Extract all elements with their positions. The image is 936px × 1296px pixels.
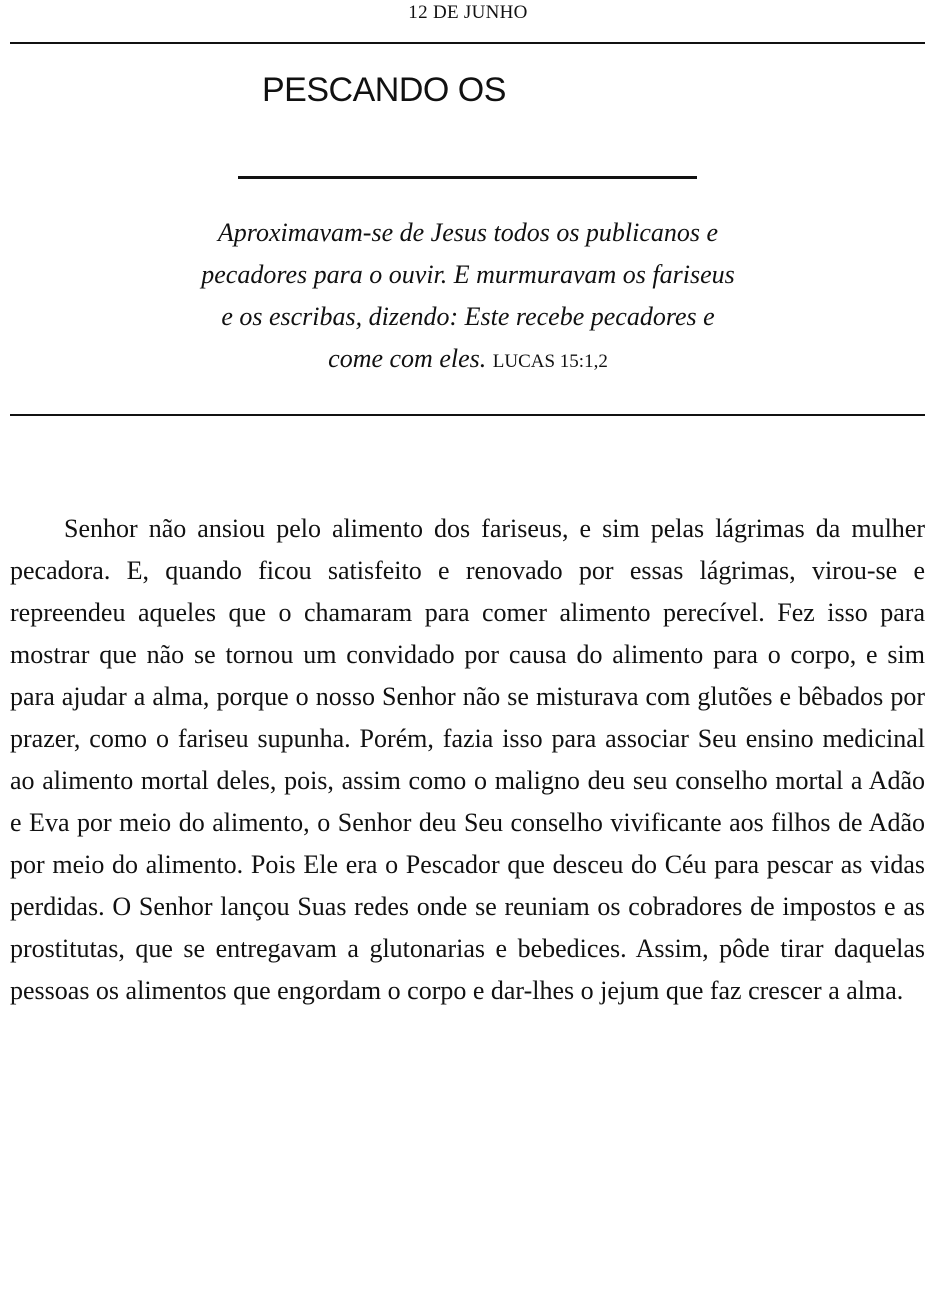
epigraph-line: e os escribas, dizendo: Este recebe pecadores e xyxy=(221,302,715,331)
header-divider xyxy=(10,42,925,44)
epigraph xyxy=(0,212,936,383)
body-paragraph: Senhor não ansiou pelo alimento dos fariseus, e sim pelas lágrimas da mulher pecadora. E, quando ficou satisfeito e renovado por essas lágrimas, virou-se e repreendeu aqueles que o chamaram para comer alimento perecível. Fez isso para mostrar que não se tornou um convidado por causa do alimento para o corpo, e sim para ajudar a alma, porque o nosso Senhor não se misturava com glutões e bêbados por prazer, como o fariseu supunha. Porém, fazia isso para associar Seu ensino medicinal ao alimento mortal deles, pois, assim como o maligno deu seu conselho mortal a Adão e Eva por meio do alimento, o Senhor deu Seu conselho vivificante aos filhos de Adão por meio do alimento. Pois Ele era o Pescador que desceu do Céu para pescar as vidas perdidas. O Senhor lançou Suas redes onde se reuniam os cobradores de impostos e as prostitutas, que se entregavam a glutonarias e bebedices. Assim, pôde tirar daquelas pessoas os alimentos que engordam o corpo e dar-lhes o jejum que faz crescer a alma. xyxy=(10,514,925,1005)
epigraph-divider xyxy=(10,414,925,416)
epigraph-line: pecadores para o ouvir. E murmuravam os fariseus xyxy=(201,260,735,289)
epigraph-line: come com eles. xyxy=(328,344,487,373)
scripture-reference: LUCAS 15:1,2 xyxy=(492,351,608,372)
title-underline xyxy=(238,176,697,179)
page-title: PESCANDO OS xyxy=(262,71,506,109)
page-header-date: 12 DE JUNHO xyxy=(408,2,528,23)
epigraph-line: Aproximavam-se de Jesus todos os publicanos e xyxy=(217,218,719,247)
epigraph-last-line xyxy=(0,338,936,383)
